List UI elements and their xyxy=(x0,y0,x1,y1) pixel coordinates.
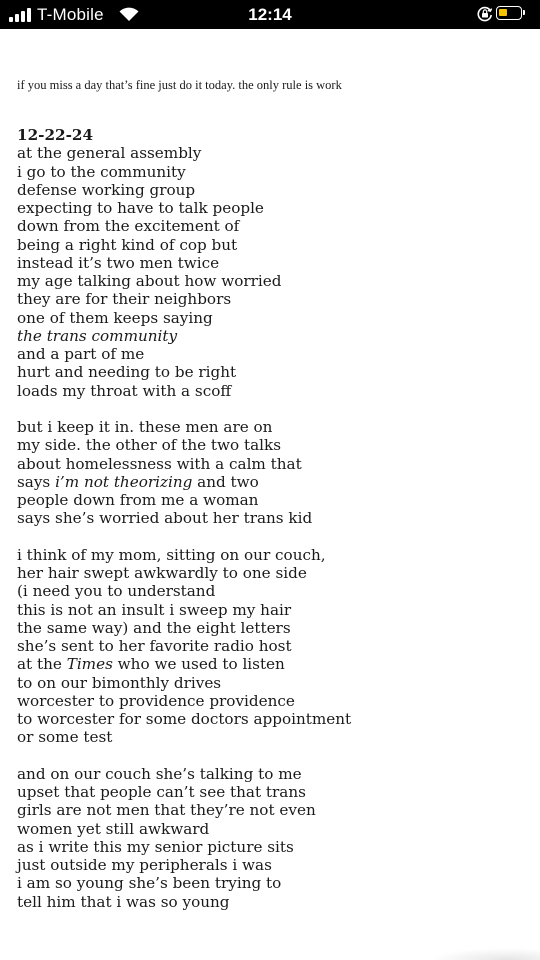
poem-line xyxy=(17,893,527,911)
line-text: (i need you to understand xyxy=(17,582,216,601)
italic-phrase: the trans community xyxy=(17,326,178,345)
line-text: hurt and needing to be right xyxy=(17,363,237,382)
stanza-break xyxy=(17,747,527,765)
line-text: and on our couch she’s talking to me xyxy=(17,764,302,783)
poem-line xyxy=(17,236,527,254)
line-text: i go to the community xyxy=(17,162,186,181)
poem-line xyxy=(17,199,527,217)
poem-line xyxy=(17,272,527,290)
stanza xyxy=(17,418,527,528)
poem-line xyxy=(17,491,527,509)
line-text: but i keep it in. these men are on xyxy=(17,418,273,436)
line-text: people down from me a woman xyxy=(17,491,259,509)
poem-line xyxy=(17,856,527,874)
poem-line xyxy=(17,509,527,527)
poem-line xyxy=(17,564,527,582)
line-text: or some test xyxy=(17,728,113,747)
poem xyxy=(17,126,527,911)
line-text: worcester to providence providence xyxy=(17,691,295,710)
line-text: down from the excitement of xyxy=(17,217,240,236)
poem-line xyxy=(17,436,527,454)
poem-line xyxy=(17,418,527,436)
poem-line xyxy=(17,363,527,381)
line-text: and a part of me xyxy=(17,345,145,363)
line-text: about homelessness with a calm that xyxy=(17,454,302,473)
stanza xyxy=(17,144,527,400)
line-text: being a right kind of cop but xyxy=(17,235,238,254)
poem-line xyxy=(17,820,527,838)
line-text: loads my throat with a scoff xyxy=(17,381,232,400)
line-text: tell him that i was so young xyxy=(17,892,230,911)
status-time: 12:14 xyxy=(248,5,292,24)
stanza-break xyxy=(17,400,527,418)
poem-body xyxy=(17,144,527,911)
line-text: expecting to have to talk people xyxy=(17,199,264,217)
poem-line xyxy=(17,309,527,327)
line-text: who we used to listen xyxy=(112,655,285,674)
italic-phrase: i’m not theorizing xyxy=(55,472,193,491)
poem-line xyxy=(17,217,527,235)
poem-line xyxy=(17,327,527,345)
poem-line xyxy=(17,674,527,692)
poem-line xyxy=(17,783,527,801)
poem-date: 12-22-24 xyxy=(17,126,94,144)
status-bar xyxy=(0,0,540,29)
poem-line xyxy=(17,619,527,637)
orientation-lock-icon xyxy=(477,6,493,22)
bottom-edge-shadow xyxy=(430,948,540,960)
poem-line xyxy=(17,838,527,856)
poem-line xyxy=(17,728,527,746)
poem-line xyxy=(17,692,527,710)
line-text: the same way) and the eight letters xyxy=(17,618,291,637)
line-text: and two xyxy=(192,472,259,491)
line-text: i think of my mom, sitting on our couch, xyxy=(17,545,326,564)
line-text: women yet still awkward xyxy=(17,819,210,838)
poem-line xyxy=(17,290,527,308)
poem-line xyxy=(17,455,527,473)
line-text: to on our bimonthly drives xyxy=(17,673,222,692)
line-text: just outside my peripherals i was xyxy=(17,856,272,874)
poem-line xyxy=(17,601,527,619)
line-text: this is not an insult i sweep my hair xyxy=(17,600,292,619)
line-text: at the general assembly xyxy=(17,144,202,163)
poem-line xyxy=(17,874,527,892)
poem-line xyxy=(17,144,527,162)
battery-level xyxy=(499,9,507,16)
poem-line xyxy=(17,254,527,272)
line-text: says xyxy=(17,472,56,491)
line-text: at the xyxy=(17,655,67,674)
line-text: girls are not men that they’re not even xyxy=(17,801,316,820)
battery-icon xyxy=(496,6,522,20)
poem-line xyxy=(17,382,527,400)
line-text: her hair swept awkwardly to one side xyxy=(17,564,307,582)
poem-line xyxy=(17,345,527,363)
line-text: as i write this my senior picture sits xyxy=(17,837,294,856)
stanza xyxy=(17,765,527,911)
italic-phrase: Times xyxy=(66,655,113,674)
poem-line xyxy=(17,582,527,600)
line-text: she’s sent to her favorite radio host xyxy=(17,637,292,655)
poem-line xyxy=(17,473,527,491)
line-text: instead it’s two men twice xyxy=(17,253,220,272)
line-text: my side. the other of the two talks xyxy=(17,436,282,455)
line-text: one of them keeps saying xyxy=(17,308,213,327)
line-text: i am so young she’s been trying to xyxy=(17,874,282,893)
poem-line xyxy=(17,710,527,728)
line-text: says she’s worried about her trans kid xyxy=(17,509,313,528)
stanza xyxy=(17,546,527,747)
poem-line xyxy=(17,163,527,181)
poem-line xyxy=(17,655,527,673)
line-text: my age talking about how worried xyxy=(17,272,282,290)
poem-line xyxy=(17,546,527,564)
poem-line xyxy=(17,181,527,199)
poem-line xyxy=(17,801,527,819)
line-text: to worcester for some doctors appointment xyxy=(17,710,352,728)
stanza-break xyxy=(17,528,527,546)
line-text: upset that people can’t see that trans xyxy=(17,783,306,801)
line-text: defense working group xyxy=(17,180,196,199)
line-text: they are for their neighbors xyxy=(17,290,232,309)
daily-note: if you miss a day that’s fine just do it today. the only rule is work xyxy=(17,78,342,92)
poem-line xyxy=(17,637,527,655)
carrier-name: T-Mobile xyxy=(37,5,104,24)
poem-line xyxy=(17,765,527,783)
